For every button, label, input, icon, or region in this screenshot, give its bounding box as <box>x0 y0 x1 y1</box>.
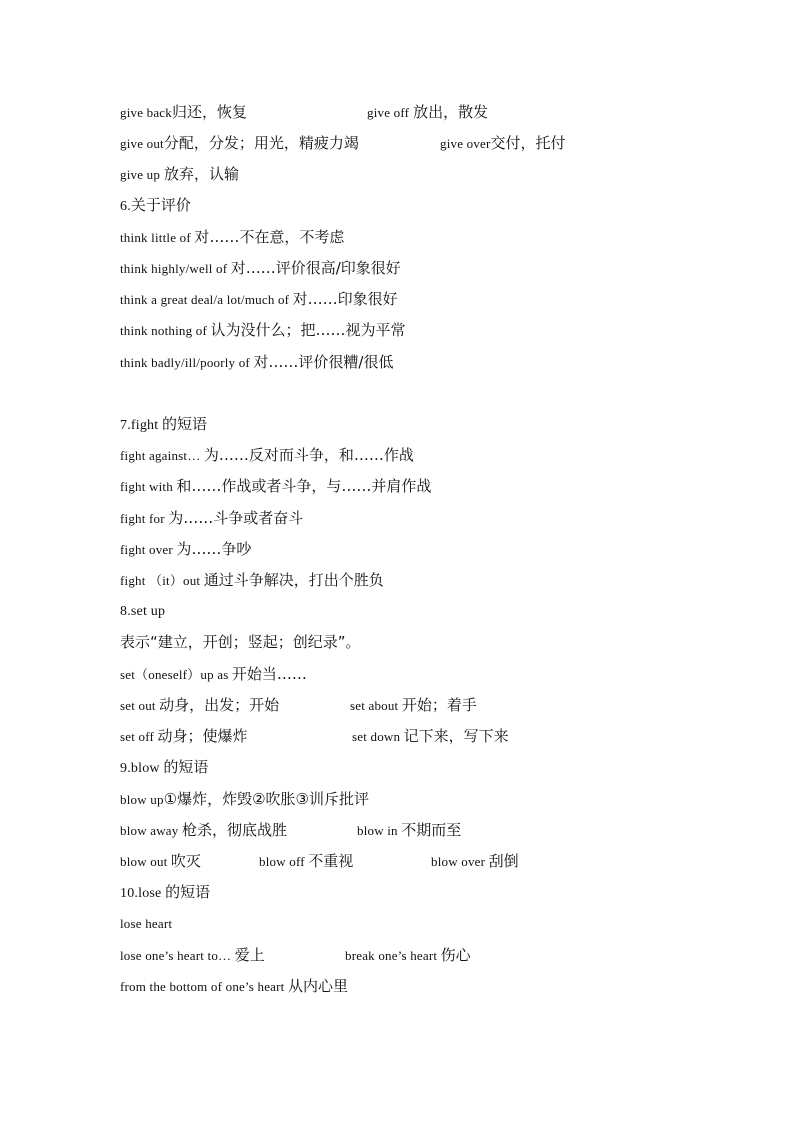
phrase-row <box>120 163 239 185</box>
phrase-en: think a great deal/a lot/much of <box>120 292 293 307</box>
phrase-row <box>120 569 384 591</box>
phrase-row <box>120 257 401 279</box>
phrase-en: blow up <box>120 792 164 807</box>
phrase-en: set off <box>120 729 158 744</box>
phrase-en: give out <box>120 136 164 151</box>
phrase-row <box>120 444 414 466</box>
phrase-row <box>120 319 405 341</box>
phrase-en: set down <box>352 729 404 744</box>
phrase-zh: 吹灭 <box>170 852 201 870</box>
section-heading: 10.lose 的短语 <box>120 883 211 901</box>
phrase-en: give off <box>367 105 410 120</box>
phrase-row <box>120 507 303 529</box>
phrase-zh: 放弃，认输 <box>164 165 240 183</box>
phrase-zh: 为……反对而斗争，和……作战 <box>203 446 414 464</box>
phrase-zh: 枪杀，彻底战胜 <box>181 821 287 839</box>
phrase-zh: 对……不在意，不考虑 <box>194 228 345 246</box>
phrase-row <box>120 475 431 497</box>
section-description: 表示“建立，开创；竖起；创纪录”。 <box>120 633 361 651</box>
phrase-zh: 动身，出发；开始 <box>159 696 280 714</box>
phrase-zh: 开始；着手 <box>401 696 477 714</box>
phrase-en: fight against… <box>120 448 204 463</box>
phrase-en: give over <box>440 136 491 151</box>
phrase-zh: 开始当…… <box>231 665 307 683</box>
phrase-en: from the bottom of one’s heart <box>120 979 288 994</box>
phrase-en: think nothing of <box>120 323 211 338</box>
phrase-row <box>120 226 344 248</box>
phrase-en: blow over <box>431 854 489 869</box>
phrase-en: give up <box>120 167 161 182</box>
phrase-en: fight with <box>120 479 177 494</box>
phrase-en: blow out <box>120 854 171 869</box>
phrase-row <box>120 663 307 685</box>
section-heading: 9.blow 的短语 <box>120 758 209 776</box>
phrase-zh: 交付，托付 <box>490 134 566 152</box>
phrase-en: blow in <box>357 823 402 838</box>
phrase-zh: 对……印象很好 <box>292 290 398 308</box>
phrase-en: blow away <box>120 823 182 838</box>
phrase-en: set out <box>120 698 160 713</box>
phrase-zh: 从内心里 <box>287 977 348 995</box>
phrase-zh: 为……斗争或者奋斗 <box>168 509 304 527</box>
phrase-zh: 归还，恢复 <box>171 103 247 121</box>
phrase-zh: 对……评价很高/印象很好 <box>230 259 401 277</box>
phrase-zh: 爱上 <box>234 946 265 964</box>
phrase-zh: 不期而至 <box>401 821 462 839</box>
phrase-en: set（oneself）up as <box>120 667 232 682</box>
phrase-en: set about <box>350 698 402 713</box>
phrase-zh: 对……评价很糟/很低 <box>253 353 394 371</box>
phrase-zh: 通过斗争解决，打出个胜负 <box>203 571 384 589</box>
phrase-zh: 刮倒 <box>488 852 519 870</box>
phrase-en: think highly/well of <box>120 261 231 276</box>
phrase-row <box>120 975 348 997</box>
phrase-zh: 放出，散发 <box>413 103 489 121</box>
phrase-en: break one’s heart <box>345 948 441 963</box>
phrase-zh: ①爆炸，炸毁②吹胀③训斥批评 <box>163 790 369 808</box>
phrase-en: fight （it）out <box>120 573 204 588</box>
phrase-row <box>120 351 393 373</box>
phrase-row <box>120 913 172 935</box>
phrase-en: lose heart <box>120 916 173 931</box>
phrase-zh: 不重视 <box>308 852 354 870</box>
section-heading: 8.set up <box>120 604 166 619</box>
phrase-zh: 记下来，写下来 <box>403 727 509 745</box>
phrase-zh: 伤心 <box>440 946 471 964</box>
phrase-en: lose one’s heart to… <box>120 948 235 963</box>
section-heading: 6.关于评价 <box>120 196 191 214</box>
phrase-en: blow off <box>259 854 309 869</box>
phrase-row <box>120 288 398 310</box>
phrase-zh: 认为没什么；把……视为平常 <box>210 321 406 339</box>
phrase-en: think little of <box>120 230 195 245</box>
section-heading: 7.fight 的短语 <box>120 415 208 433</box>
phrase-zh: 和……作战或者斗争，与……并肩作战 <box>176 477 432 495</box>
phrase-row <box>120 538 251 560</box>
phrase-row <box>120 788 369 810</box>
phrase-zh: 分配，分发；用光，精疲力竭 <box>163 134 359 152</box>
phrase-zh: 为……争吵 <box>176 540 252 558</box>
phrase-en: give back <box>120 105 172 120</box>
phrase-en: fight for <box>120 511 169 526</box>
phrase-zh: 动身；使爆炸 <box>157 727 248 745</box>
phrase-en: fight over <box>120 542 177 557</box>
phrase-en: think badly/ill/poorly of <box>120 355 254 370</box>
